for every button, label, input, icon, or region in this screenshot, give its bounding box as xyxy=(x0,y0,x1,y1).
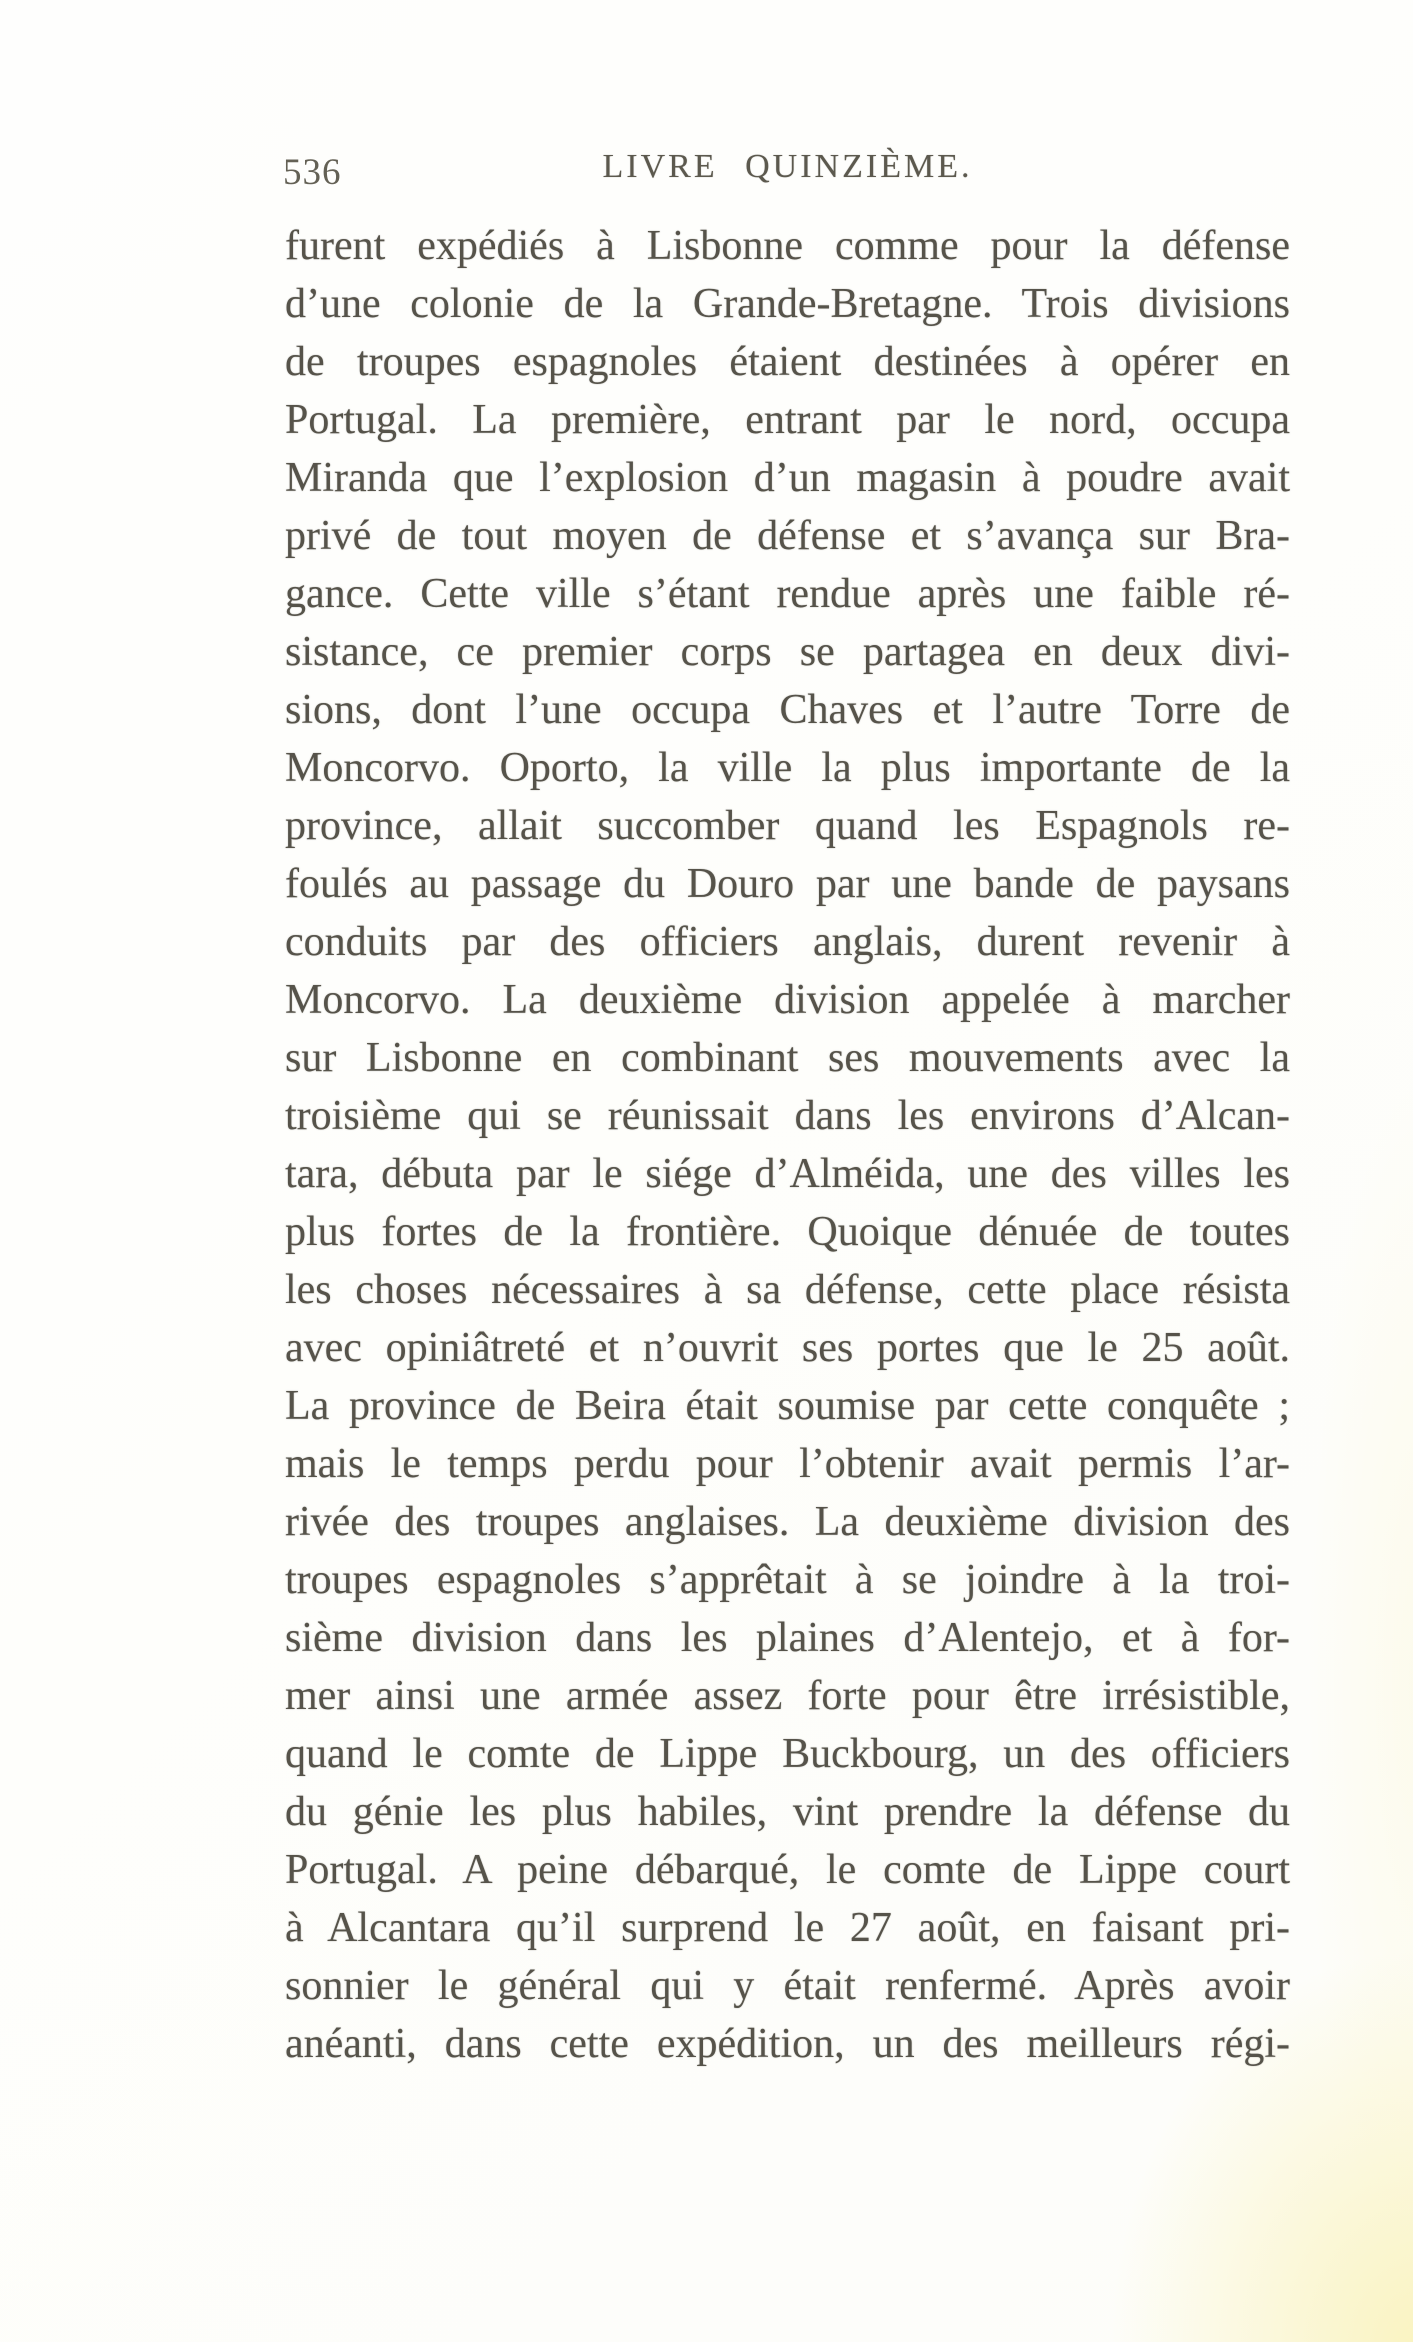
text-line: les choses nécessaires à sa défense, cette place résista xyxy=(285,1267,1290,1313)
text-line: foulés au passage du Douro par une bande de paysans xyxy=(285,861,1290,907)
text-line: sième division dans les plaines d’Alentejo, et à for- xyxy=(285,1615,1290,1661)
text-line: sions, dont l’une occupa Chaves et l’autre Torre de xyxy=(285,687,1290,733)
text-line: du génie les plus habiles, vint prendre la défense du xyxy=(285,1789,1290,1835)
text-line: rivée des troupes anglaises. La deuxième division des xyxy=(285,1499,1290,1545)
text-line: province, allait succomber quand les Espagnols re- xyxy=(285,803,1290,849)
text-line: anéanti, dans cette expédition, un des meilleurs régi- xyxy=(285,2021,1290,2067)
text-line: troupes espagnoles s’apprêtait à se joindre à la troi- xyxy=(285,1557,1290,1603)
text-line: Portugal. La première, entrant par le nord, occupa xyxy=(285,397,1290,443)
running-title: LIVRE QUINZIÈME. xyxy=(602,148,973,185)
text-line: de troupes espagnoles étaient destinées à opérer en xyxy=(285,339,1290,385)
text-line: troisième qui se réunissait dans les environs d’Alcan- xyxy=(285,1093,1290,1139)
text-line: gance. Cette ville s’étant rendue après une faible ré- xyxy=(285,571,1290,617)
text-line: Miranda que l’explosion d’un magasin à poudre avait xyxy=(285,455,1290,501)
text-line: d’une colonie de la Grande-Bretagne. Trois divisions xyxy=(285,281,1290,327)
text-line: La province de Beira était soumise par cette conquête ; xyxy=(285,1383,1290,1429)
text-line: Moncorvo. La deuxième division appelée à marcher xyxy=(285,977,1290,1023)
text-line: sur Lisbonne en combinant ses mouvements avec la xyxy=(285,1035,1290,1081)
text-line: sistance, ce premier corps se partagea en deux divi- xyxy=(285,629,1290,675)
text-line: mer ainsi une armée assez forte pour être irrésistible, xyxy=(285,1673,1290,1719)
text-line: quand le comte de Lippe Buckbourg, un des officiers xyxy=(285,1731,1290,1777)
page-body-text xyxy=(285,217,1290,2073)
text-line: Portugal. A peine débarqué, le comte de Lippe court xyxy=(285,1847,1290,1893)
text-line: Moncorvo. Oporto, la ville la plus importante de la xyxy=(285,745,1290,791)
text-line: furent expédiés à Lisbonne comme pour la défense xyxy=(285,223,1290,269)
text-line: privé de tout moyen de défense et s’avança sur Bra- xyxy=(285,513,1290,559)
text-line: conduits par des officiers anglais, durent revenir à xyxy=(285,919,1290,965)
text-line: tara, débuta par le siége d’Alméida, une des villes les xyxy=(285,1151,1290,1197)
text-line: plus fortes de la frontière. Quoique dénuée de toutes xyxy=(285,1209,1290,1255)
page-header xyxy=(285,148,1290,192)
text-line: avec opiniâtreté et n’ouvrit ses portes que le 25 août. xyxy=(285,1325,1290,1371)
text-line: sonnier le général qui y était renfermé. Après avoir xyxy=(285,1963,1290,2009)
text-line: à Alcantara qu’il surprend le 27 août, en faisant pri- xyxy=(285,1905,1290,1951)
page-number: 536 xyxy=(283,152,342,193)
text-line: mais le temps perdu pour l’obtenir avait permis l’ar- xyxy=(285,1441,1290,1487)
